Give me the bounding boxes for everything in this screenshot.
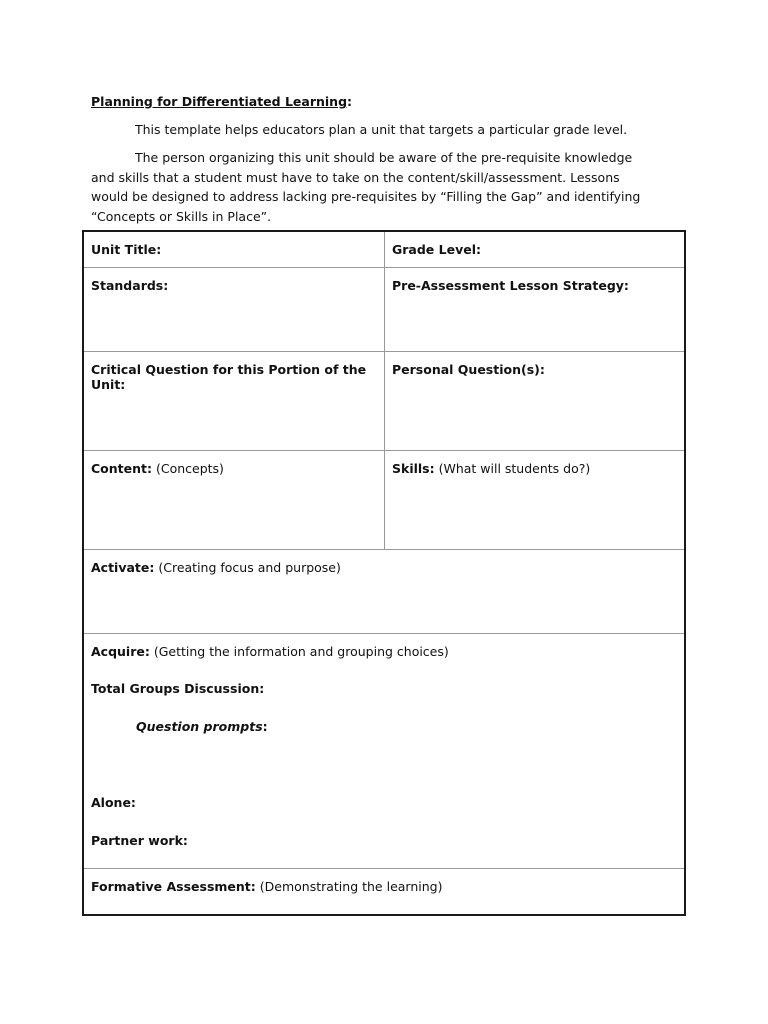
skills-label: Skills:	[392, 461, 435, 476]
title-text: Planning for Differentiated Learning	[91, 94, 348, 109]
acquire-cell[interactable]	[84, 634, 684, 868]
critical-question-cell[interactable]	[84, 352, 384, 450]
critical-question-label: Critical Question for this Portion of the Unit:	[91, 362, 367, 392]
content-label: Content:	[91, 461, 152, 476]
standards-cell[interactable]	[84, 268, 384, 351]
question-prompts-label: Question prompts	[136, 719, 263, 734]
grade-level-cell[interactable]	[385, 232, 684, 267]
question-prompts-colon: :	[262, 719, 268, 734]
grade-level-label: Grade Level:	[392, 242, 481, 257]
activate-note: (Creating focus and purpose)	[154, 560, 341, 575]
personal-questions-label: Personal Question(s):	[392, 362, 545, 377]
alone-line	[91, 795, 136, 810]
standards-label: Standards:	[91, 278, 169, 293]
intro-paragraph-1	[91, 120, 651, 140]
intro-text-1: This template helps educators plan a unit that targets a particular grade level.	[135, 122, 628, 137]
formative-label: Formative Assessment:	[91, 879, 256, 894]
pre-assessment-label: Pre-Assessment Lesson Strategy:	[392, 278, 629, 293]
activate-cell[interactable]	[84, 550, 684, 633]
formative-assessment-cell[interactable]	[84, 869, 684, 914]
total-groups-line	[91, 681, 264, 696]
content-cell[interactable]	[84, 451, 384, 549]
acquire-line	[91, 644, 449, 659]
formative-note: (Demonstrating the learning)	[255, 879, 443, 894]
pre-assessment-cell[interactable]	[385, 268, 684, 351]
unit-title-cell[interactable]	[84, 232, 384, 267]
partner-work-label: Partner work:	[91, 833, 188, 848]
partner-work-line	[91, 833, 188, 848]
acquire-note: (Getting the information and grouping choices)	[149, 644, 449, 659]
planning-table	[82, 230, 686, 916]
page-title	[91, 94, 352, 109]
acquire-label: Acquire:	[91, 644, 150, 659]
personal-questions-cell[interactable]	[385, 352, 684, 450]
activate-label: Activate:	[91, 560, 155, 575]
content-note: (Concepts)	[152, 461, 224, 476]
unit-title-label: Unit Title:	[91, 242, 162, 257]
skills-note: (What will students do?)	[434, 461, 591, 476]
total-groups-label: Total Groups Discussion:	[91, 681, 265, 696]
question-prompts-line	[136, 719, 268, 734]
skills-cell[interactable]	[385, 451, 684, 549]
intro-paragraph-2	[91, 148, 651, 226]
alone-label: Alone:	[91, 795, 136, 810]
intro-text-2: The person organizing this unit should be aware of the pre-requisite knowledge and skills that a student must have to take on the content/skill/assessment. Lessons would be designed to address lacking pre-requisites by “Filling the Gap” and identifying “Concepts or Skills in Place”.	[91, 150, 641, 224]
title-colon: :	[347, 94, 353, 109]
